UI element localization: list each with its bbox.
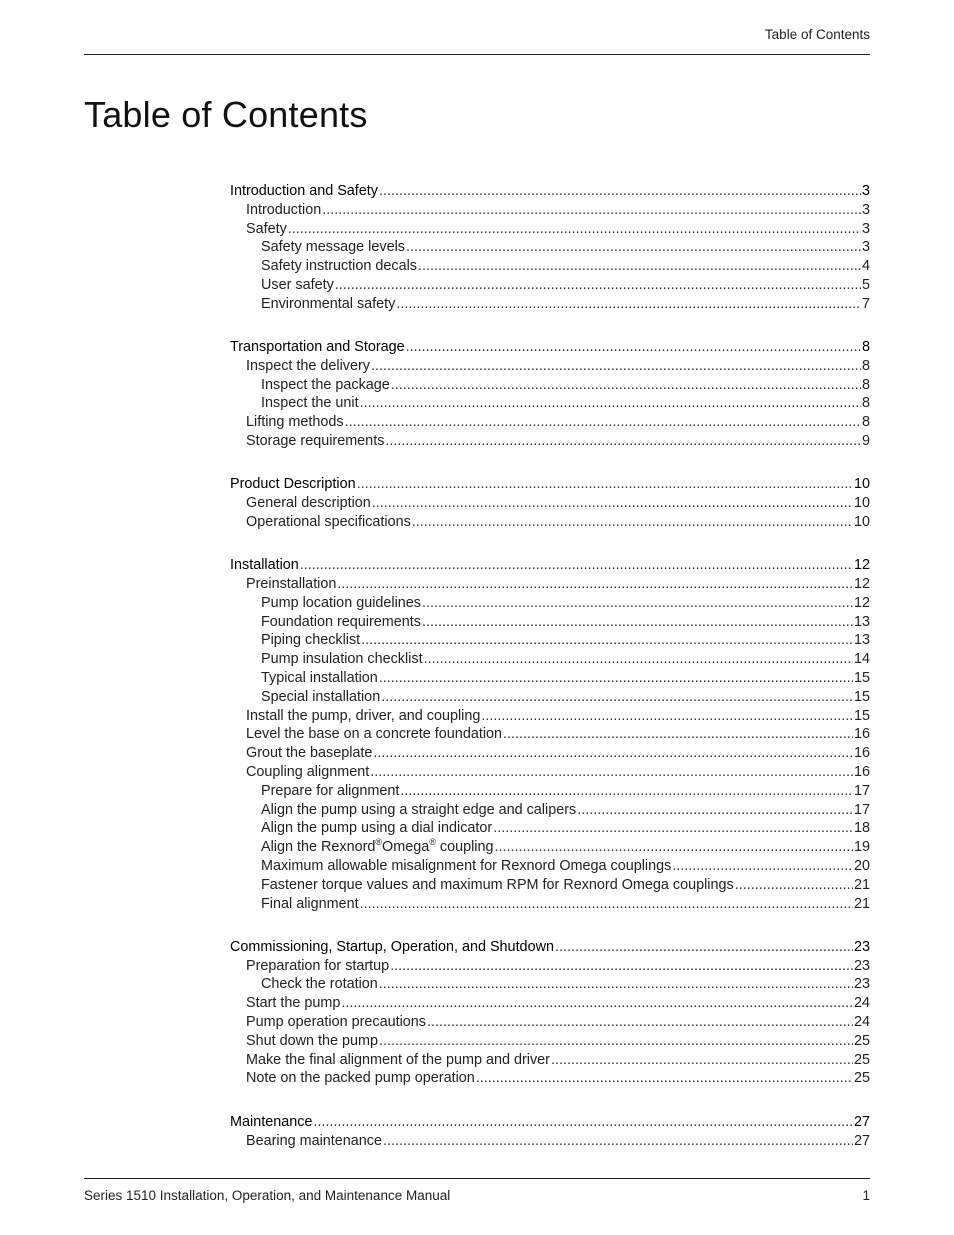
toc-entry-title: Shut down the pump [246,1032,379,1049]
toc-section-entry[interactable] [230,1051,870,1070]
toc-page-number: 18 [853,820,870,837]
toc-entry-title: Introduction and Safety [230,183,379,199]
toc-dot-leader [577,801,853,820]
toc-subsection-entry[interactable] [230,394,870,413]
toc-entry-title: Typical installation [261,670,378,687]
toc-dot-leader [406,238,861,257]
toc-entry-title: Coupling alignment [246,764,370,781]
toc-dot-leader [424,650,853,669]
toc-page-number: 23 [853,976,870,993]
toc-entry-title: Environmental safety [261,295,396,312]
toc-entry-title: Preparation for startup [246,957,390,974]
toc-section-entry[interactable] [230,357,870,376]
toc-entry-title: Foundation requirements [261,613,421,630]
toc-entry-title: Storage requirements [246,433,385,450]
toc-dot-leader [495,838,853,857]
toc-section [230,938,870,1088]
toc-page-number: 24 [853,995,870,1012]
toc-section-entry[interactable] [230,744,870,763]
toc-subsection-entry[interactable] [230,876,870,895]
toc-section-entry[interactable] [230,413,870,432]
toc-page-number: 13 [853,632,870,649]
toc-page-number: 7 [861,295,870,312]
toc-section-entry[interactable] [230,1069,870,1088]
toc-dot-leader [390,957,853,976]
toc-entry-title: Pump insulation checklist [261,651,423,668]
toc-section [230,338,870,451]
toc-dot-leader [391,376,861,395]
toc-dot-leader [396,295,861,314]
toc-dot-leader [493,819,853,838]
toc-section-entry[interactable] [230,1013,870,1032]
toc-page-number: 25 [853,1051,870,1068]
toc-dot-leader [503,725,853,744]
toc-dot-leader [379,1032,853,1051]
toc-dot-leader [335,276,861,295]
toc-page-number: 16 [853,726,870,743]
toc-dot-leader [412,513,853,532]
toc-entry-title: Installation [230,557,299,574]
toc-page-number: 15 [853,688,870,705]
toc-section-entry[interactable] [230,707,870,726]
toc-page-number: 24 [853,1014,870,1031]
toc-entry-title: Piping checklist [261,632,361,649]
toc-subsection-entry[interactable] [230,801,870,820]
toc-section-entry[interactable] [230,957,870,976]
toc-dot-leader [400,782,853,801]
page-title: Table of Contents [84,94,368,135]
header-rule [84,54,870,55]
toc-dot-leader [555,938,853,957]
toc-dot-leader [313,1113,853,1132]
toc-page-number: 17 [853,801,870,818]
toc-dot-leader [345,413,861,432]
toc-entry-title: Safety message levels [261,239,405,256]
toc-entry-title: Product Description [230,476,356,493]
toc-dot-leader [341,994,853,1013]
toc-dot-leader [381,688,853,707]
toc-page-number: 12 [853,557,870,574]
toc-section-entry[interactable] [230,1032,870,1051]
toc-entry-title: Inspect the package [261,376,390,393]
toc-entry-title: Pump location guidelines [261,594,421,611]
toc-chapter-entry[interactable] [230,938,870,957]
toc-subsection-entry[interactable] [230,257,870,276]
toc-subsection-entry[interactable] [230,819,870,838]
toc-entry-title: Start the pump [246,995,341,1012]
toc-page-number: 10 [853,513,870,530]
toc-subsection-entry[interactable] [230,613,870,632]
toc-section-entry[interactable] [230,994,870,1013]
toc-page-number: 8 [861,339,870,356]
toc-page-number: 5 [861,276,870,293]
toc-section-entry[interactable] [230,220,870,239]
toc-chapter-entry[interactable] [230,182,870,201]
toc-subsection-entry[interactable] [230,895,870,914]
toc-entry-title: Fastener torque values and maximum RPM for Rexnord Omega couplings [261,876,734,893]
toc-section-entry[interactable] [230,575,870,594]
toc-page-number: 12 [853,594,870,611]
toc-subsection-entry[interactable] [230,838,870,857]
toc-entry-title: Align the pump using a straight edge and calipers [261,801,577,818]
toc-page-number: 16 [853,764,870,781]
toc-entry-title: Operational specifications [246,513,411,530]
toc-entry-title [261,838,494,857]
toc-entry-title-part: Omega [382,839,430,856]
toc-entry-title: Note on the packed pump operation [246,1070,475,1087]
toc-chapter-entry[interactable] [230,1113,870,1132]
toc-entry-title: Commissioning, Startup, Operation, and Shutdown [230,938,554,955]
toc-dot-leader [422,594,853,613]
toc-entry-title: Safety instruction decals [261,258,417,275]
toc-page-number: 10 [853,476,870,493]
toc-entry-title: Prepare for alignment [261,782,400,799]
toc-dot-leader [370,763,853,782]
toc-page-number: 3 [861,183,870,199]
toc-dot-leader [300,556,853,575]
toc-chapter-entry[interactable] [230,338,870,357]
toc-dot-leader [476,1069,853,1088]
toc-page-number: 25 [853,1070,870,1087]
toc-entry-title: General description [246,495,371,512]
toc-page-number: 8 [861,376,870,393]
toc-page-number: 8 [861,395,870,412]
toc-dot-leader [360,394,861,413]
toc-page-number: 3 [861,201,870,218]
toc-page-number: 19 [853,839,870,856]
toc-dot-leader [288,220,861,239]
toc-section [230,475,870,531]
toc-page-number: 10 [853,495,870,512]
toc-entry-title: Lifting methods [246,414,344,431]
registered-mark: ® [429,837,436,848]
toc-page-number: 21 [853,895,870,912]
toc-section [230,556,870,913]
toc-page-number: 12 [853,576,870,593]
toc-page-number: 3 [861,239,870,256]
toc-dot-leader [735,876,853,895]
toc-subsection-entry[interactable] [230,782,870,801]
toc-dot-leader [427,1013,853,1032]
toc-subsection-entry[interactable] [230,376,870,395]
toc-dot-leader [361,631,853,650]
toc-dot-leader [379,975,853,994]
toc-page-number: 27 [853,1113,870,1130]
running-header: Table of Contents [764,27,870,42]
toc-dot-leader [371,357,861,376]
toc-entry-title: Make the final alignment of the pump and driver [246,1051,550,1068]
toc-page-number: 8 [861,414,870,431]
toc-section-entry[interactable] [230,763,870,782]
toc-subsection-entry[interactable] [230,975,870,994]
toc-subsection-entry[interactable] [230,650,870,669]
toc-dot-leader [551,1051,853,1070]
toc-entry-title: Maximum allowable misalignment for Rexnord Omega couplings [261,858,672,874]
toc-subsection-entry[interactable] [230,857,870,876]
toc-dot-leader [357,475,853,494]
toc-page-number: 15 [853,707,870,724]
toc-dot-leader [385,432,861,451]
toc-section-entry[interactable] [230,513,870,532]
toc-entry-title: Align the pump using a dial indicator [261,820,493,837]
toc-section [230,182,870,314]
toc-dot-leader [383,1132,853,1151]
toc-section-entry[interactable] [230,494,870,513]
toc-entry-title: Bearing maintenance [246,1132,383,1149]
toc-subsection-entry[interactable] [230,631,870,650]
toc-chapter-entry[interactable] [230,475,870,494]
toc-entry-title: Safety [246,220,287,237]
footer-page-number: 1 [862,1188,870,1203]
toc-dot-leader [379,182,861,201]
toc-section-entry[interactable] [230,725,870,744]
toc-page-number: 15 [853,670,870,687]
toc-entry-title: Inspect the unit [261,395,359,412]
toc-dot-leader [418,257,861,276]
toc-page-number: 13 [853,613,870,630]
toc-section-entry[interactable] [230,201,870,220]
toc-page-number: 25 [853,1032,870,1049]
registered-mark: ® [375,837,383,848]
toc-entry-title: Preinstallation [246,576,337,593]
toc-entry-title: Final alignment [261,895,359,912]
toc-subsection-entry[interactable] [230,669,870,688]
toc-dot-leader [406,338,861,357]
toc-entry-title: Inspect the delivery [246,357,370,374]
toc-entry-title: Transportation and Storage [230,339,405,356]
toc-entry-title: Install the pump, driver, and coupling [246,707,481,724]
toc-dot-leader [337,575,853,594]
toc-dot-leader [672,857,853,876]
table-of-contents [230,182,870,1175]
toc-entry-title-part: coupling [435,839,494,856]
toc-page-number: 3 [861,220,870,237]
toc-entry-title: Special installation [261,688,381,705]
toc-section [230,1113,870,1151]
toc-page-number: 9 [861,433,870,450]
toc-entry-title: Maintenance [230,1113,313,1130]
toc-dot-leader [481,707,853,726]
toc-section-entry[interactable] [230,432,870,451]
toc-page-number: 16 [853,745,870,762]
toc-page-number: 21 [853,876,870,893]
toc-entry-title: Grout the baseplate [246,745,373,762]
toc-section-entry[interactable] [230,1132,870,1151]
toc-dot-leader [422,613,853,632]
toc-chapter-entry[interactable] [230,556,870,575]
toc-subsection-entry[interactable] [230,276,870,295]
toc-entry-title: Level the base on a concrete foundation [246,726,503,743]
toc-page-number: 17 [853,782,870,799]
toc-subsection-entry[interactable] [230,238,870,257]
toc-dot-leader [322,201,861,220]
toc-page-number: 4 [861,258,870,275]
toc-page-number: 20 [853,858,870,874]
footer-manual-title: Series 1510 Installation, Operation, and Maintenance Manual [84,1188,451,1203]
toc-page-number: 8 [861,357,870,374]
toc-page-number: 23 [853,957,870,974]
toc-entry-title: Check the rotation [261,976,378,993]
toc-subsection-entry[interactable] [230,688,870,707]
footer-rule [84,1178,870,1179]
toc-dot-leader [372,494,853,513]
toc-dot-leader [379,669,853,688]
toc-subsection-entry[interactable] [230,594,870,613]
toc-dot-leader [373,744,853,763]
toc-page-number: 23 [853,938,870,955]
toc-entry-title: Introduction [246,201,322,218]
toc-entry-title: Pump operation precautions [246,1014,426,1031]
toc-page-number: 14 [853,651,870,668]
toc-entry-title: User safety [261,276,334,293]
toc-page-number: 27 [853,1132,870,1149]
toc-dot-leader [360,895,853,914]
toc-entry-title-part: Align the Rexnord [261,839,376,856]
toc-subsection-entry[interactable] [230,295,870,314]
